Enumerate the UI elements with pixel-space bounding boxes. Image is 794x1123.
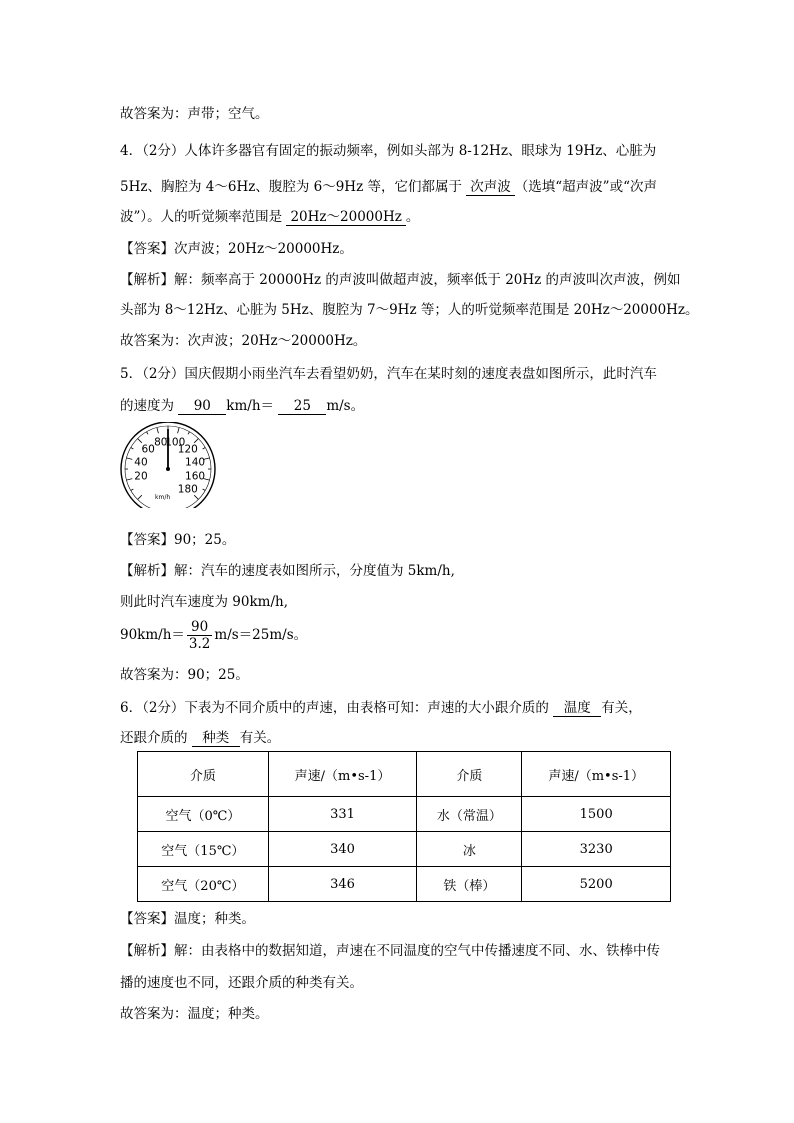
q4-stem-text: 5Hz、胸腔为 4～6Hz、腹腔为 6～9Hz 等，它们都属于 [120,179,467,195]
q6-conclusion: 故答案为：温度；种类。 [120,1006,269,1022]
gauge-tick [138,495,142,499]
table-cell: 346 [268,867,417,902]
table-cell: 铁（棒） [417,867,522,902]
table-row [138,867,671,902]
gauge-hub [166,467,170,471]
q4-answer: 【答案】次声波；20Hz～20000Hz。 [120,241,353,257]
q6-analysis-line2: 播的速度也不同，还跟介质的种类有关。 [120,975,363,991]
table-cell: 331 [268,797,417,832]
fraction-numerator: 90 [187,619,212,636]
sound-speed-table [137,751,671,902]
q4-blank-2: 20Hz～20000Hz [286,209,405,226]
gauge-label: 180 [177,483,198,496]
q5-stem-text: m/s。 [326,398,365,414]
table-header-cell: 声速/（m•s-1） [268,752,417,797]
gauge-tick [194,495,198,499]
q5-analysis-line1: 【解析】解：汽车的速度表如图所示，分度值为 5km/h, [120,563,455,579]
fraction [187,619,212,652]
q6-blank-2: 种类 [192,730,240,747]
calc-text: 90km/h＝ [120,627,185,644]
table-cell: 1500 [522,797,671,832]
gauge-label: 160 [185,470,206,483]
gauge-tick [178,427,180,433]
q4-stem-text: 。 [405,209,420,225]
table-cell: 空气（15℃） [138,832,269,867]
q4-stem-line1: 4．（2分）人体许多器官有固定的振动频率，例如头部为 8-12Hz、眼球为 19Hz、心脏为 [120,143,657,159]
q5-stem-text: km/h＝ [226,398,279,414]
q6-stem-text: 有关， [601,700,642,716]
q5-conclusion: 故答案为：90；25。 [120,667,249,683]
q5-calculation [120,619,307,652]
q4-stem-line2 [120,179,657,196]
q4-stem-text: （选填“超声波”或“次声 [514,179,657,195]
q5-blank-2: 25 [278,398,326,415]
gauge-tick [157,427,159,433]
table-cell: 5200 [522,867,671,902]
q6-analysis-line1: 【解析】解：由表格中的数据知道，声速在不同温度的空气中传播速度不同、水、铁棒中传 [120,943,660,959]
gauge-tick [126,458,132,460]
q3-conclusion: 故答案为：声带；空气。 [120,106,269,122]
q6-stem-text: 6．（2分）下表为不同介质中的声速，由表格可知：声速的大小跟介质的 [120,700,554,716]
q4-analysis-line1: 【解析】解：频率高于 20000Hz 的声波叫做超声波，频率低于 20Hz 的声波叫次声波，例如 [120,272,681,288]
gauge-tick [126,479,132,481]
speedometer-figure [119,422,219,508]
table-row [138,832,671,867]
calc-text: m/s＝25m/s。 [214,627,308,644]
q5-stem-line2 [120,398,364,415]
table-header-cell: 介质 [138,752,269,797]
gauge-label: 40 [134,456,148,469]
table-row [138,797,671,832]
gauge-tick [194,439,198,443]
gauge-label: 120 [177,443,198,456]
table-cell: 水（常温） [417,797,522,832]
table-header-cell: 声速/（m•s-1） [522,752,671,797]
q5-stem-text: 的速度为 [120,398,179,414]
table-header-cell: 介质 [417,752,522,797]
gauge-tick [138,439,142,443]
q5-stem-line1: 5．（2分）国庆假期小雨坐汽车去看望奶奶，汽车在某时刻的速度表盘如图所示，此时汽车 [120,366,657,382]
q5-analysis-line2: 则此时汽车速度为 90km/h, [120,594,288,610]
q6-blank-1: 温度 [553,700,601,717]
q4-conclusion: 故答案为：次声波；20Hz～20000Hz。 [120,333,367,349]
q4-analysis-line2: 头部为 8～12Hz、心脏为 5Hz、腹腔为 7～9Hz 等；人的听觉频率范围是 20Hz～20000Hz。 [120,302,699,318]
table-cell: 空气（0℃） [138,797,269,832]
q6-stem-line1 [120,700,642,717]
q6-stem-text: 还跟介质的 [120,730,192,746]
q4-blank-1: 次声波 [466,179,515,196]
gauge-tick [131,448,134,450]
q4-stem-text: 波”）。人的听觉频率范围是 [120,209,287,225]
q5-blank-1: 90 [178,398,226,415]
gauge-label: 80 [154,436,168,449]
q4-stem-line3 [120,209,419,226]
q5-answer: 【答案】90；25。 [120,532,236,548]
gauge-unit-label: km/h [155,494,171,501]
gauge-label: 140 [185,456,206,469]
gauge-tick [188,432,190,435]
gauge-label: 20 [134,470,148,483]
q6-stem-text: 有关。 [239,730,281,746]
gauge-tick [203,448,206,450]
gauge-label: 100 [165,436,186,449]
gauge-tick [203,489,206,491]
table-cell: 340 [268,832,417,867]
table-cell: 空气（20℃） [138,867,269,902]
fraction-denominator: 3.2 [188,636,211,653]
gauge-tick [131,489,134,491]
table-cell: 3230 [522,832,671,867]
gauge-label: 60 [141,443,155,456]
q6-answer: 【答案】温度；种类。 [120,911,255,927]
q6-stem-line2 [120,730,280,747]
table-header-row [138,752,671,797]
table-cell: 冰 [417,832,522,867]
gauge-tick [147,432,149,435]
